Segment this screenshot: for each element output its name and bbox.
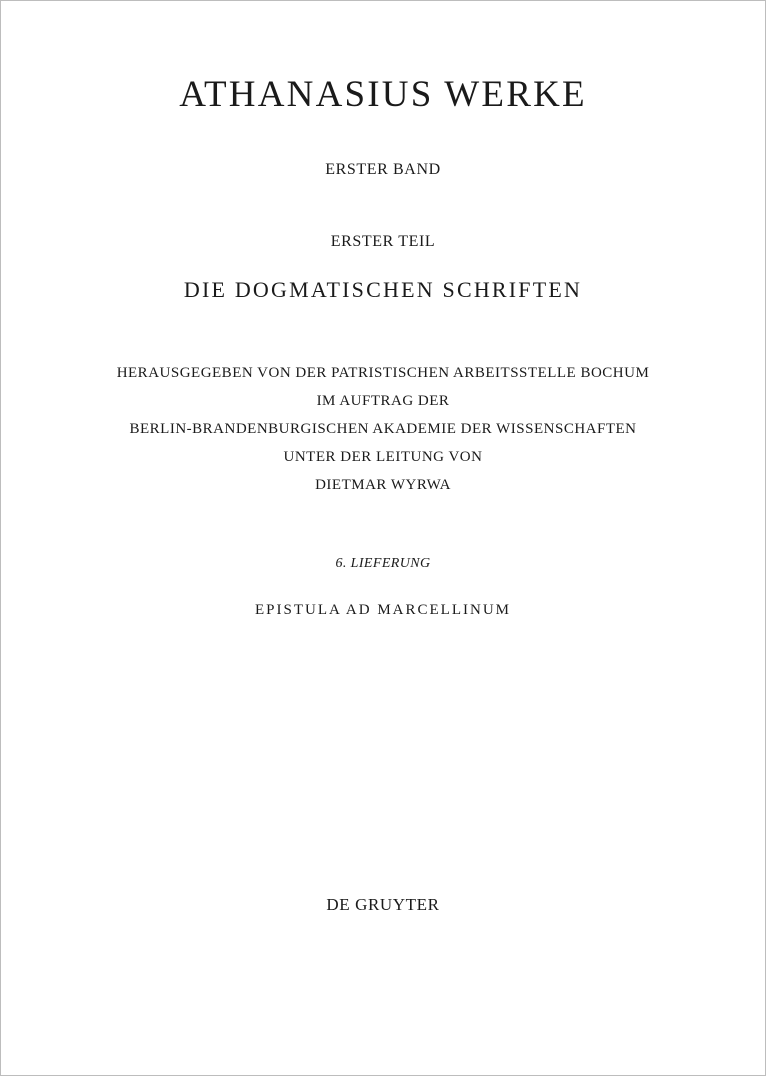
subtitle: DIE DOGMATISCHEN SCHRIFTEN	[183, 277, 583, 302]
editor-line: HERAUSGEGEBEN VON DER PATRISTISCHEN ARBEITSSTELLE BOCHUM	[116, 365, 650, 381]
installment-label: 6. LIEFERUNG	[335, 556, 431, 571]
series-title: ATHANASIUS WERKE	[179, 74, 587, 115]
volume-label: ERSTER BAND	[325, 161, 441, 178]
editor-line: UNTER DER LEITUNG VON	[283, 449, 483, 465]
editor-name: DIETMAR WYRWA	[315, 477, 451, 493]
publisher: DE GRUYTER	[326, 895, 440, 914]
editor-line: IM AUFTRAG DER	[316, 393, 450, 409]
editor-line: BERLIN-BRANDENBURGISCHEN AKADEMIE DER WISSENSCHAFTEN	[129, 421, 637, 437]
work-title: EPISTULA AD MARCELLINUM	[254, 602, 511, 618]
part-label: ERSTER TEIL	[330, 233, 436, 250]
